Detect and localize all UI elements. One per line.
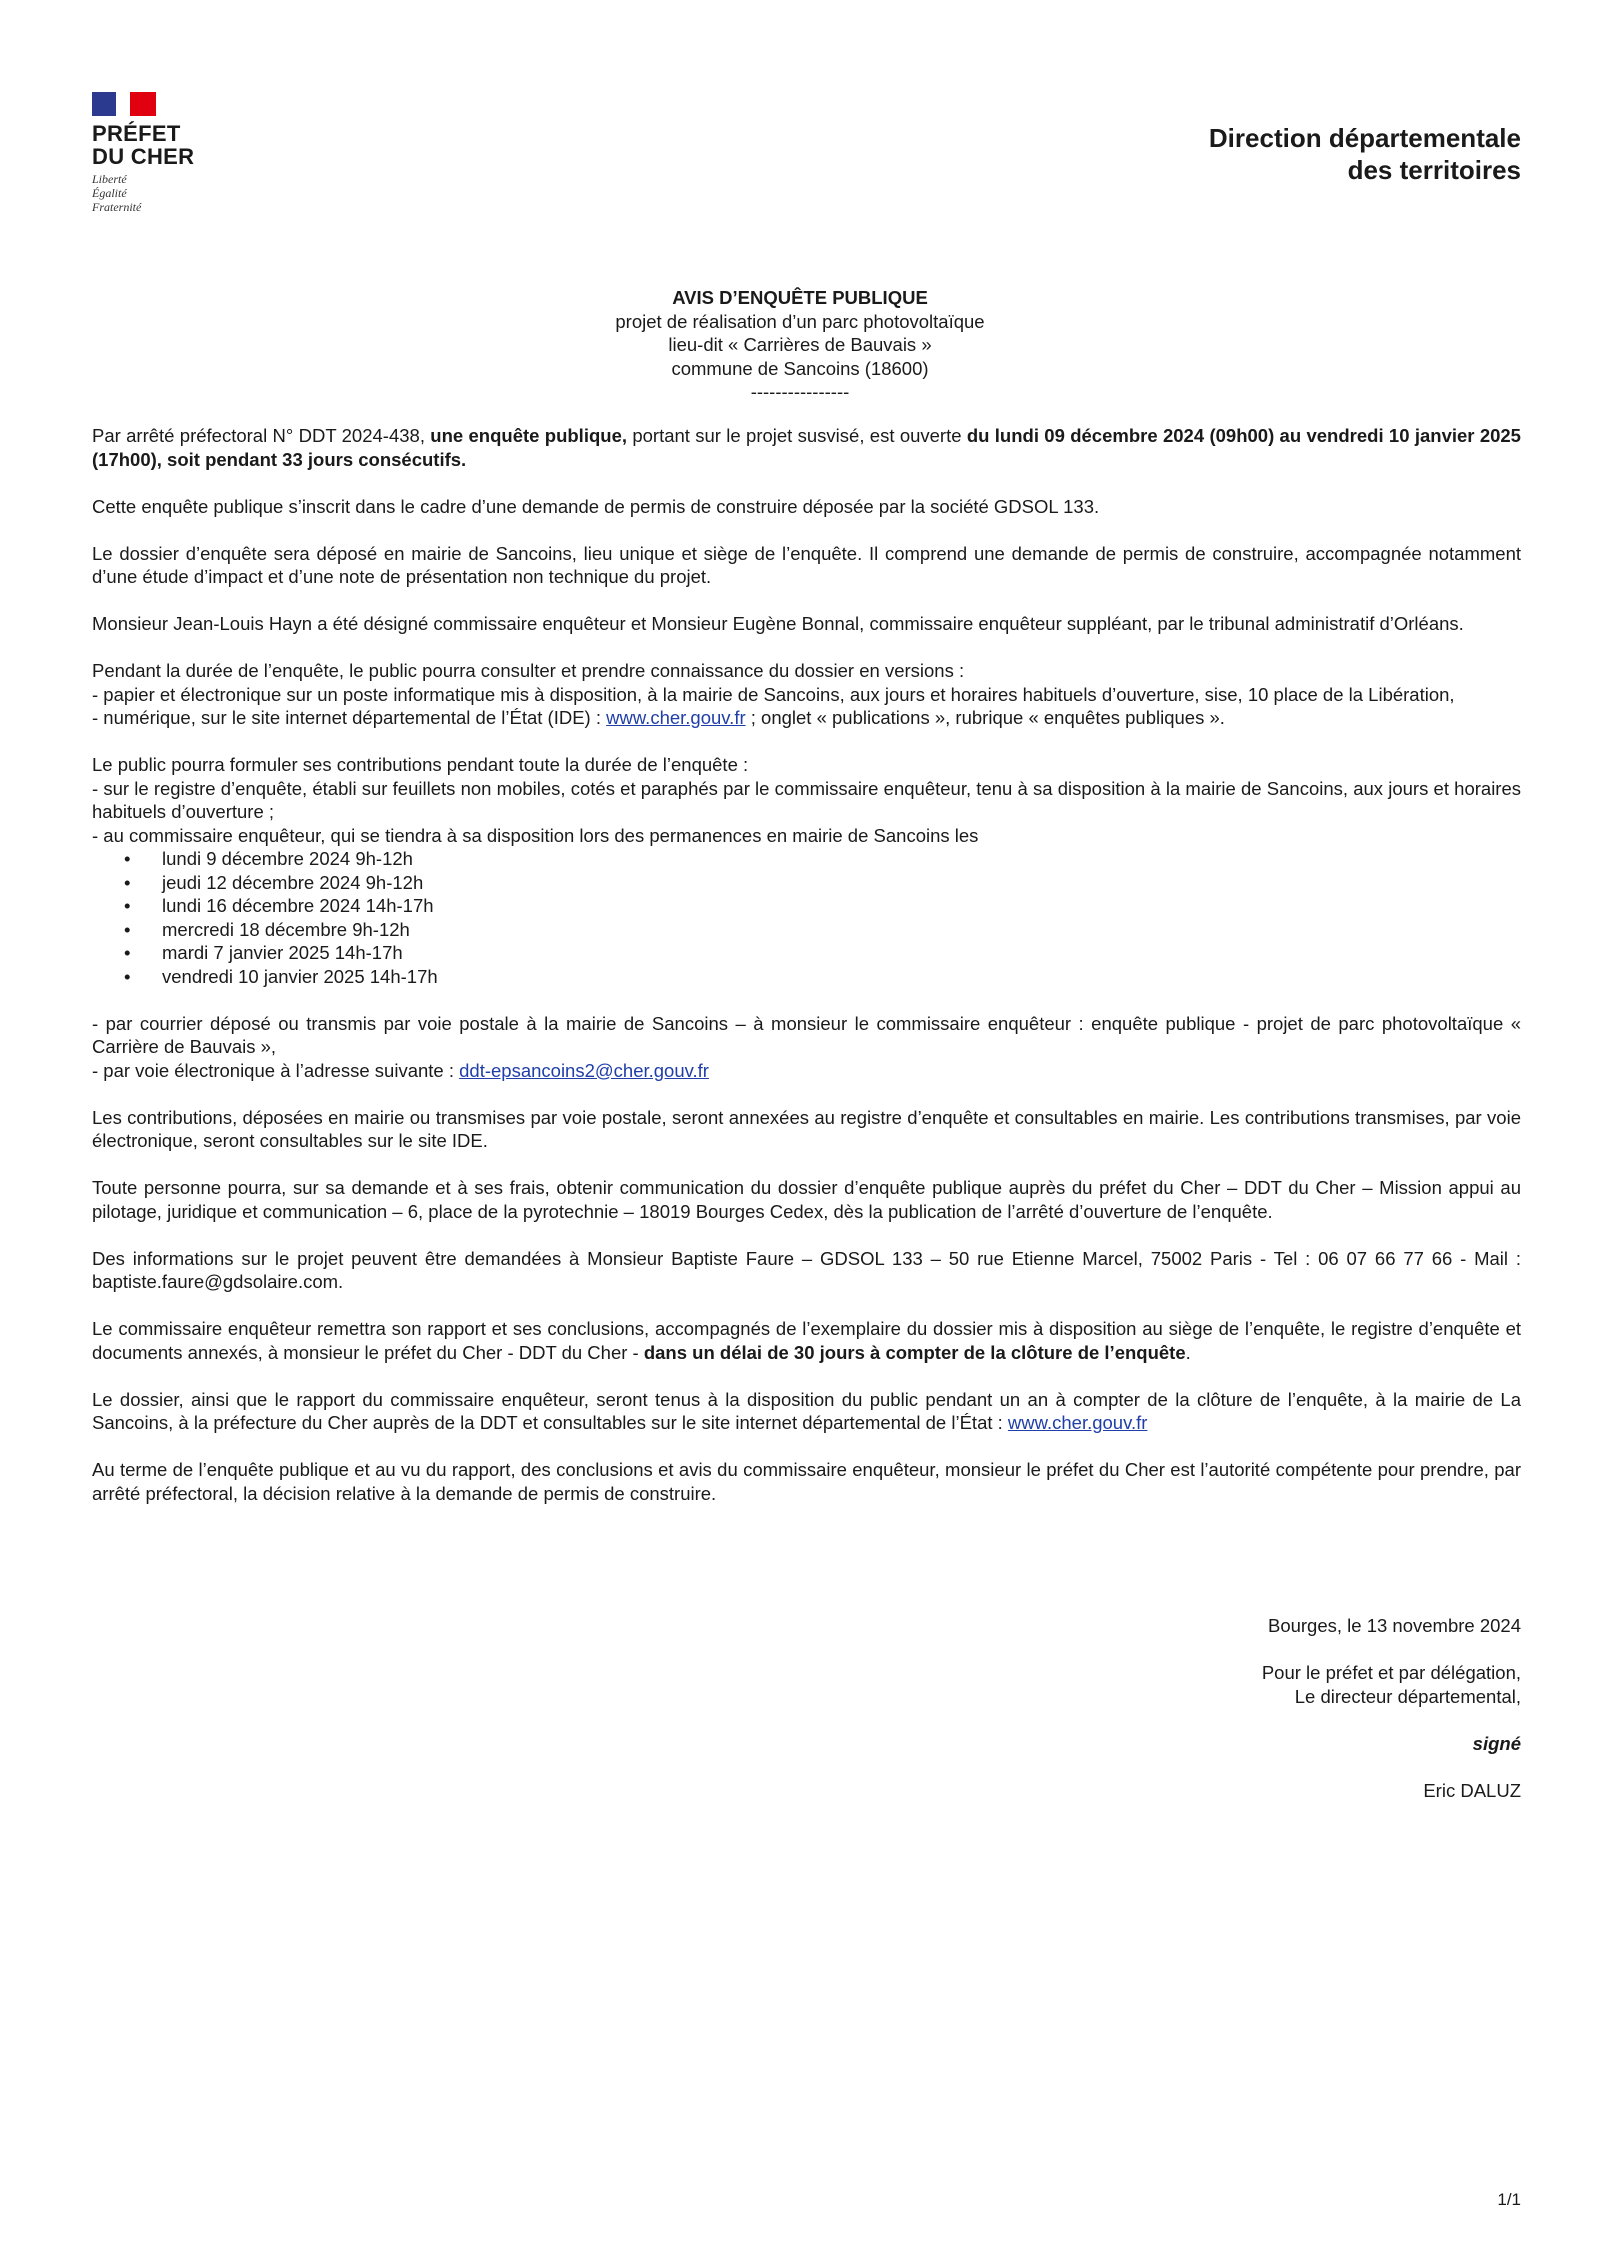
signature-block xyxy=(1262,1614,1521,1802)
department-name xyxy=(1209,122,1521,186)
text: - par courrier déposé ou transmis par voie postale à la mairie de Sancoins – à monsieur le commissaire enquêteur : enquête publique - projet de parc photovoltaïque « Carrière de Bauvais », xyxy=(92,1012,1521,1057)
delegation-line1: Pour le préfet et par délégation, xyxy=(1261,1662,1521,1683)
notice-body xyxy=(92,424,1521,1529)
paragraph-dossier: Le dossier d’enquête sera déposé en mairie de Sancoins, lieu unique et siège de l’enquête. Il comprend une demande de permis de construire, accompagnée notamment d’une étude d’impact et d’une note de présentation non technique du projet. xyxy=(92,542,1521,587)
text: Le public pourra formuler ses contributions pendant toute la durée de l’enquête : xyxy=(92,754,749,775)
place-date: Bourges, le 13 novembre 2024 xyxy=(1267,1615,1521,1636)
text-line xyxy=(92,1059,1521,1083)
motto-fraternite: Fraternité xyxy=(92,200,142,214)
list-item: • jeudi 12 décembre 2024 9h-12h xyxy=(124,871,1521,895)
marianne-flag-icon xyxy=(92,92,156,116)
text: Le commissaire enquêteur remettra son rapport et ses conclusions, accompagnés de l’exemplaire du dossier mis à disposition au siège de l’enquête, le registre d’enquête et documents annexés, à monsieur le préfet du Cher - DDT du Cher - xyxy=(92,1318,1521,1363)
paragraph-commissaire: Monsieur Jean-Louis Hayn a été désigné commissaire enquêteur et Monsieur Eugène Bonnal, commissaire enquêteur suppléant, par le tribunal administratif d’Orléans. xyxy=(92,613,1464,634)
text: portant sur le projet susvisé, est ouverte xyxy=(627,425,967,446)
cher-gouv-link[interactable]: www.cher.gouv.fr xyxy=(606,707,746,728)
text: - numérique, sur le site internet départemental de l’État (IDE) : xyxy=(92,707,607,728)
prefet-logo xyxy=(92,92,212,214)
text: ; onglet « publications », rubrique « enquêtes publiques ». xyxy=(745,707,1225,728)
text-line xyxy=(92,706,1521,730)
bold-text: une enquête publique, xyxy=(430,425,627,446)
text: - sur le registre d’enquête, établi sur feuillets non mobiles, cotés et paraphés par le commissaire enquêteur, tenu à sa disposition à la mairie de Sancoins, aux jours et horaires habituels d’ouverture ; xyxy=(92,777,1521,822)
department-line2: des territoires xyxy=(1347,155,1521,185)
text: Pendant la durée de l’enquête, le public pourra consulter et prendre connaissance du dossier en versions : xyxy=(92,660,965,681)
paragraph-courrier xyxy=(92,1012,1521,1083)
notice-subtitle-3: commune de Sancoins (18600) xyxy=(671,357,929,379)
notice-title-block xyxy=(0,286,1600,404)
paragraph-rapport xyxy=(92,1317,1521,1364)
paragraph-contributions xyxy=(92,753,1521,988)
notice-subtitle-2: lieu-dit « Carrières de Bauvais » xyxy=(668,334,932,355)
text: - papier et électronique sur un poste informatique mis à disposition, à la mairie de Sancoins, aux jours et horaires habituels d’ouverture, sise, 10 place de la Libération, xyxy=(92,683,1455,705)
email-link[interactable]: ddt-epsancoins2@cher.gouv.fr xyxy=(459,1059,709,1081)
text: Le dossier, ainsi que le rapport du commissaire enquêteur, seront tenus à la disposition du public pendant un an à compter de la clôture de l’enquête, à la mairie de La Sancoins, à la préfecture du Cher auprès de la DDT et consultables sur le site internet départemental de l’État : xyxy=(92,1388,1521,1433)
logo-name-line1: PRÉFET xyxy=(92,121,181,146)
cher-gouv-link-2[interactable]: www.cher.gouv.fr xyxy=(1007,1412,1148,1433)
list-item: • mercredi 18 décembre 9h-12h xyxy=(124,918,1521,942)
signatory-name: Eric DALUZ xyxy=(1423,1779,1521,1801)
paragraph-conclusion: Au terme de l’enquête publique et au vu du rapport, des conclusions et avis du commissaire enquêteur, monsieur le préfet du Cher est l’autorité compétente pour prendre, par arrêté préfectoral, la décision relative à la demande de permis de construire. xyxy=(92,1459,1521,1504)
logo-name xyxy=(92,122,212,168)
paragraph-arrete xyxy=(92,424,1521,471)
paragraph-informations: Des informations sur le projet peuvent être demandées à Monsieur Baptiste Faure – GDSOL 133 – 50 rue Etienne Marcel, 75002 Paris - Tel : 06 07 66 77 66 - Mail : baptiste.faure@gdsolaire.com. xyxy=(92,1247,1521,1292)
logo-motto xyxy=(92,172,212,214)
text: Par arrêté préfectoral N° DDT 2024-438, xyxy=(92,425,431,446)
paragraph-consultation xyxy=(92,659,1521,730)
delegation-line2: Le directeur départemental, xyxy=(1294,1685,1521,1707)
list-item: • vendredi 10 janvier 2025 14h-17h xyxy=(124,965,1521,989)
motto-liberte: Liberté xyxy=(92,172,127,186)
list-item: • lundi 9 décembre 2024 9h-12h xyxy=(124,847,1521,871)
notice-subtitle-1: projet de réalisation d’un parc photovoltaïque xyxy=(615,310,985,332)
bold-text: du lundi 09 décembre 2024 (09h00) au vendredi 10 janvier 2025 (17h00), soit pendant 33 jours consécutifs. xyxy=(92,425,1521,470)
paragraph-annexes: Les contributions, déposées en mairie ou transmises par voie postale, seront annexées au registre d’enquête et consultables en mairie. Les contributions transmises, par voie électronique, seront consultables sur le site IDE. xyxy=(92,1106,1521,1151)
paragraph-communication: Toute personne pourra, sur sa demande et à ses frais, obtenir communication du dossier d’enquête publique auprès du préfet du Cher – DDT du Cher – Mission appui au pilotage, juridique et communication – 6, place de la pyrotechnie – 18019 Bourges Cedex, dès la publication de l’arrêté d’ouverture de l’enquête. xyxy=(92,1177,1521,1222)
list-item: • mardi 7 janvier 2025 14h-17h xyxy=(124,941,1521,965)
paragraph-disposition xyxy=(92,1388,1521,1435)
notice-heading: AVIS D’ENQUÊTE PUBLIQUE xyxy=(672,287,928,308)
text: - au commissaire enquêteur, qui se tiendra à sa disposition lors des permanences en mairie de Sancoins les xyxy=(92,824,979,846)
permanence-dates-list xyxy=(92,847,1521,988)
department-line1: Direction départementale xyxy=(1208,123,1521,153)
text: - par voie électronique à l’adresse suivante : xyxy=(92,1059,460,1081)
logo-name-line2: DU CHER xyxy=(92,144,195,169)
bold-text: dans un délai de 30 jours à compter de la clôture de l’enquête xyxy=(643,1341,1186,1363)
signed-mention: signé xyxy=(1472,1732,1521,1754)
text: . xyxy=(1185,1341,1191,1363)
list-item: • lundi 16 décembre 2024 14h-17h xyxy=(124,894,1521,918)
title-separator: ---------------- xyxy=(750,381,850,402)
motto-egalite: Égalité xyxy=(92,186,127,200)
page-number: 1/1 xyxy=(1497,2190,1521,2209)
paragraph-cadre: Cette enquête publique s’inscrit dans le cadre d’une demande de permis de construire déposée par la société GDSOL 133. xyxy=(92,495,1100,517)
